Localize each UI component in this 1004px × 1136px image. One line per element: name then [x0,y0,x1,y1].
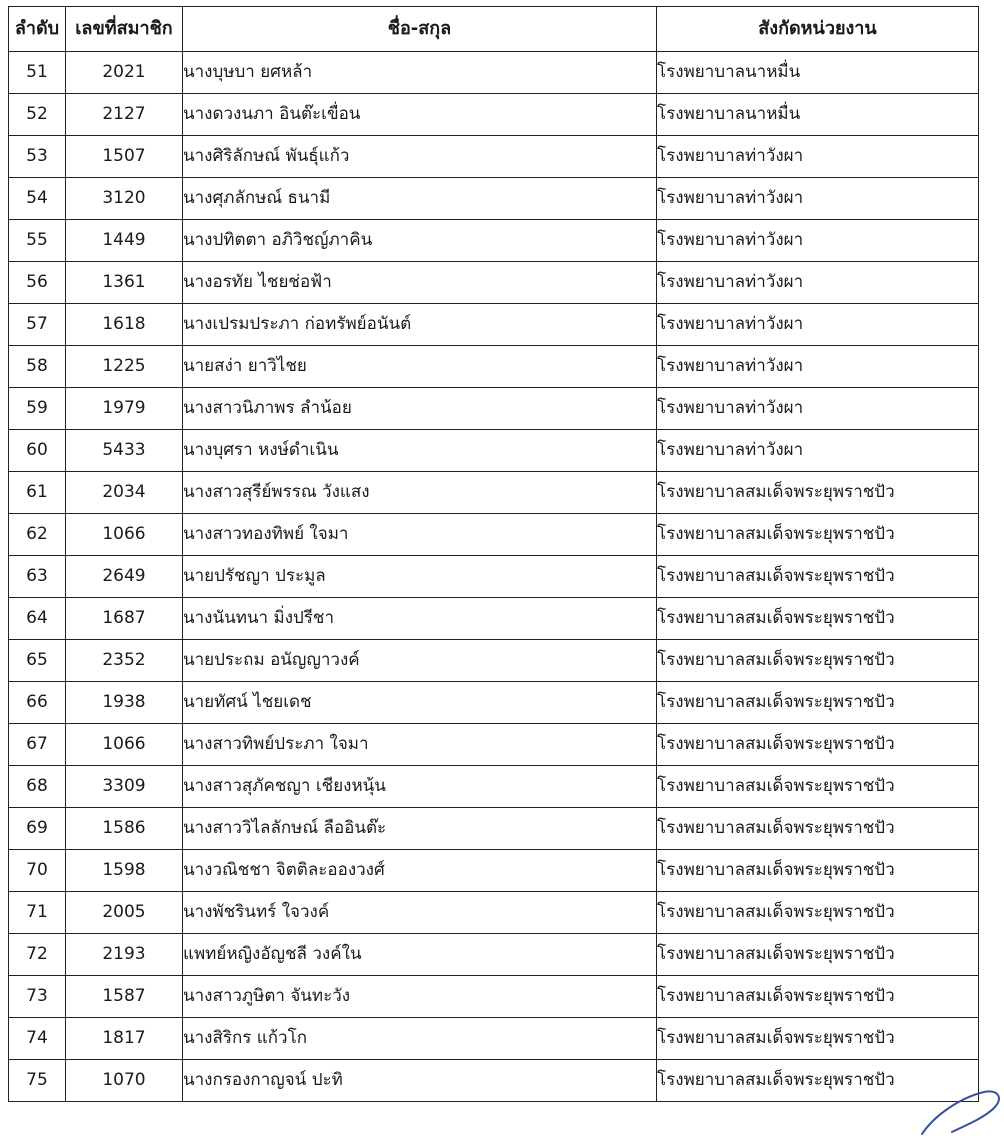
cell-full-name: นายสง่า ยาวิไชย [183,346,657,388]
table-row [9,94,979,136]
member-roster-table [8,6,979,1102]
table-row [9,850,979,892]
cell-member-number: 1070 [66,1060,183,1102]
cell-member-number: 1066 [66,724,183,766]
cell-affiliated-unit: โรงพยาบาลสมเด็จพระยุพราชปัว [657,808,979,850]
cell-sequence: 59 [9,388,66,430]
cell-full-name: นางศุภลักษณ์ ธนามี [183,178,657,220]
cell-full-name: นางสาวทิพย์ประภา ใจมา [183,724,657,766]
table-row [9,724,979,766]
cell-affiliated-unit: โรงพยาบาลสมเด็จพระยุพราชปัว [657,640,979,682]
cell-sequence: 68 [9,766,66,808]
cell-sequence: 73 [9,976,66,1018]
cell-sequence: 55 [9,220,66,262]
cell-full-name: นางสาวสุภัคชญา เชียงหนุ้น [183,766,657,808]
cell-sequence: 60 [9,430,66,472]
cell-sequence: 75 [9,1060,66,1102]
cell-member-number: 1361 [66,262,183,304]
cell-affiliated-unit: โรงพยาบาลสมเด็จพระยุพราชปัว [657,1018,979,1060]
cell-member-number: 1938 [66,682,183,724]
cell-full-name: นางนันทนา มิ่งปรีชา [183,598,657,640]
cell-sequence: 51 [9,52,66,94]
table-row [9,808,979,850]
cell-affiliated-unit: โรงพยาบาลสมเด็จพระยุพราชปัว [657,724,979,766]
table-row [9,1060,979,1102]
cell-member-number: 5433 [66,430,183,472]
cell-sequence: 67 [9,724,66,766]
cell-affiliated-unit: โรงพยาบาลสมเด็จพระยุพราชปัว [657,1060,979,1102]
table-row [9,934,979,976]
table-row [9,388,979,430]
header-sequence: ลำดับ [9,7,66,52]
header-member-number: เลขที่สมาชิก [66,7,183,52]
cell-affiliated-unit: โรงพยาบาลท่าวังผา [657,346,979,388]
cell-affiliated-unit: โรงพยาบาลสมเด็จพระยุพราชปัว [657,598,979,640]
table-row [9,262,979,304]
cell-affiliated-unit: โรงพยาบาลท่าวังผา [657,136,979,178]
cell-full-name: นางวณิชชา จิตติละอองวงศ์ [183,850,657,892]
cell-affiliated-unit: โรงพยาบาลท่าวังผา [657,430,979,472]
cell-sequence: 69 [9,808,66,850]
table-body [9,52,979,1102]
table-row [9,346,979,388]
cell-member-number: 2005 [66,892,183,934]
cell-sequence: 66 [9,682,66,724]
header-full-name: ชื่อ-สกุล [183,7,657,52]
cell-full-name: นางสิริกร แก้วโก [183,1018,657,1060]
cell-sequence: 74 [9,1018,66,1060]
table-row [9,430,979,472]
cell-full-name: นายทัศน์ ไชยเดช [183,682,657,724]
cell-full-name: นายประถม อนัญญาวงค์ [183,640,657,682]
cell-affiliated-unit: โรงพยาบาลท่าวังผา [657,304,979,346]
cell-full-name: แพทย์หญิงอัญชลี วงค์ใน [183,934,657,976]
cell-member-number: 2649 [66,556,183,598]
cell-affiliated-unit: โรงพยาบาลท่าวังผา [657,220,979,262]
cell-affiliated-unit: โรงพยาบาลนาหมื่น [657,52,979,94]
table-row [9,136,979,178]
cell-sequence: 62 [9,514,66,556]
cell-member-number: 3309 [66,766,183,808]
table-row [9,682,979,724]
cell-sequence: 57 [9,304,66,346]
cell-full-name: นางศิริลักษณ์ พันธุ์แก้ว [183,136,657,178]
cell-affiliated-unit: โรงพยาบาลสมเด็จพระยุพราชปัว [657,514,979,556]
cell-affiliated-unit: โรงพยาบาลสมเด็จพระยุพราชปัว [657,766,979,808]
cell-full-name: นางบุศรา หงษ์ดำเนิน [183,430,657,472]
cell-full-name: นางสาววิไลลักษณ์ ลืออินต๊ะ [183,808,657,850]
cell-full-name: นางอรทัย ไชยช่อฟ้า [183,262,657,304]
cell-full-name: นางดวงนภา อินต๊ะเขื่อน [183,94,657,136]
cell-sequence: 56 [9,262,66,304]
cell-member-number: 1587 [66,976,183,1018]
cell-member-number: 2021 [66,52,183,94]
cell-sequence: 54 [9,178,66,220]
cell-sequence: 70 [9,850,66,892]
cell-member-number: 1225 [66,346,183,388]
cell-sequence: 64 [9,598,66,640]
header-affiliated-unit: สังกัดหน่วยงาน [657,7,979,52]
cell-affiliated-unit: โรงพยาบาลท่าวังผา [657,178,979,220]
cell-sequence: 58 [9,346,66,388]
table-row [9,178,979,220]
cell-affiliated-unit: โรงพยาบาลสมเด็จพระยุพราชปัว [657,472,979,514]
cell-member-number: 1687 [66,598,183,640]
cell-full-name: นางกรองกาญจน์ ปะทิ [183,1060,657,1102]
cell-member-number: 2352 [66,640,183,682]
table-row [9,598,979,640]
cell-member-number: 2127 [66,94,183,136]
cell-member-number: 3120 [66,178,183,220]
cell-sequence: 61 [9,472,66,514]
cell-full-name: นางสาวภูษิตา จันทะวัง [183,976,657,1018]
cell-affiliated-unit: โรงพยาบาลท่าวังผา [657,388,979,430]
cell-affiliated-unit: โรงพยาบาลสมเด็จพระยุพราชปัว [657,934,979,976]
cell-affiliated-unit: โรงพยาบาลสมเด็จพระยุพราชปัว [657,892,979,934]
cell-member-number: 1507 [66,136,183,178]
cell-affiliated-unit: โรงพยาบาลนาหมื่น [657,94,979,136]
cell-sequence: 65 [9,640,66,682]
handwritten-signature [914,1086,1004,1136]
cell-full-name: นางพัชรินทร์ ใจวงค์ [183,892,657,934]
table-row [9,52,979,94]
table-row [9,1018,979,1060]
cell-sequence: 52 [9,94,66,136]
member-roster-sheet [8,6,978,1102]
cell-sequence: 71 [9,892,66,934]
cell-sequence: 72 [9,934,66,976]
table-row [9,514,979,556]
table-row [9,766,979,808]
cell-full-name: นางเปรมประภา ก่อทรัพย์อนันต์ [183,304,657,346]
table-row [9,640,979,682]
cell-full-name: นางสาวทองทิพย์ ใจมา [183,514,657,556]
table-row [9,556,979,598]
table-row [9,304,979,346]
cell-affiliated-unit: โรงพยาบาลสมเด็จพระยุพราชปัว [657,850,979,892]
cell-affiliated-unit: โรงพยาบาลสมเด็จพระยุพราชปัว [657,682,979,724]
table-row [9,472,979,514]
cell-member-number: 1618 [66,304,183,346]
cell-full-name: นางปทิตตา อภิวิชญ์ภาคิน [183,220,657,262]
cell-member-number: 1586 [66,808,183,850]
cell-sequence: 53 [9,136,66,178]
cell-member-number: 2193 [66,934,183,976]
cell-sequence: 63 [9,556,66,598]
cell-affiliated-unit: โรงพยาบาลสมเด็จพระยุพราชปัว [657,556,979,598]
cell-member-number: 2034 [66,472,183,514]
cell-affiliated-unit: โรงพยาบาลท่าวังผา [657,262,979,304]
table-row [9,892,979,934]
cell-member-number: 1817 [66,1018,183,1060]
cell-full-name: นายปรัชญา ประมูล [183,556,657,598]
cell-member-number: 1066 [66,514,183,556]
cell-affiliated-unit: โรงพยาบาลสมเด็จพระยุพราชปัว [657,976,979,1018]
table-row [9,220,979,262]
cell-full-name: นางสาวนิภาพร ลำน้อย [183,388,657,430]
cell-member-number: 1449 [66,220,183,262]
cell-member-number: 1598 [66,850,183,892]
cell-full-name: นางสาวสุรีย์พรรณ วังแสง [183,472,657,514]
cell-member-number: 1979 [66,388,183,430]
table-row [9,976,979,1018]
cell-full-name: นางบุษบา ยศหล้า [183,52,657,94]
table-header-row [9,7,979,52]
